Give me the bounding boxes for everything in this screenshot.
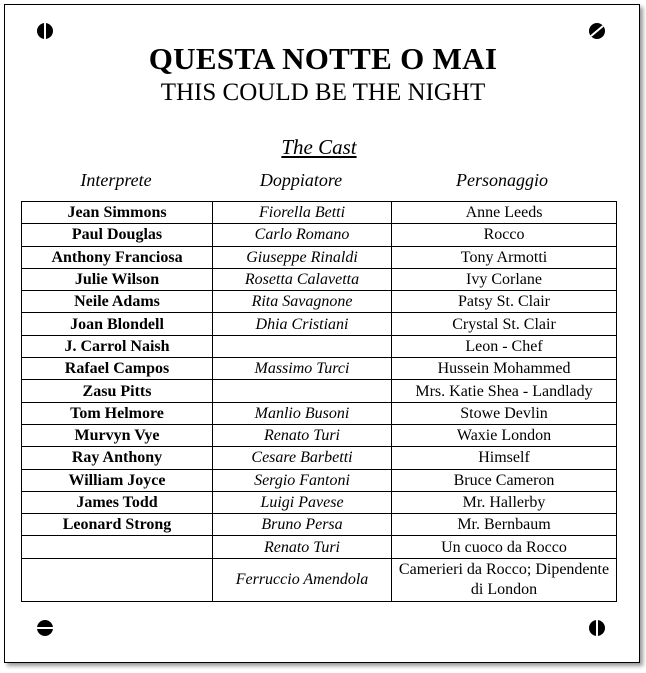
page-title: QUESTA NOTTE O MAI [148, 41, 498, 76]
actor-cell: Zasu Pitts [22, 380, 213, 402]
actor-cell: Ray Anthony [22, 447, 213, 469]
dubber-cell: Renato Turi [213, 424, 392, 446]
section-title: The Cast [281, 135, 357, 159]
actor-cell: William Joyce [22, 469, 213, 491]
table-row [22, 402, 617, 424]
dubber-cell: Rita Savagnone [213, 291, 392, 313]
actor-cell: Paul Douglas [22, 224, 213, 246]
dubber-cell [213, 335, 392, 357]
actor-cell [22, 536, 213, 558]
dubber-cell: Carlo Romano [213, 224, 392, 246]
actor-cell: J. Carrol Naish [22, 335, 213, 357]
dubber-cell: Cesare Barbetti [213, 447, 392, 469]
dubber-cell: Sergio Fantoni [213, 469, 392, 491]
actor-cell: Jean Simmons [22, 202, 213, 224]
screw-icon [37, 620, 53, 636]
character-cell: Un cuoco da Rocco [392, 536, 617, 558]
character-cell: Mrs. Katie Shea - Landlady [392, 380, 617, 402]
actor-cell: Anthony Franciosa [22, 246, 213, 268]
table-row [22, 313, 617, 335]
character-cell: Patsy St. Clair [392, 291, 617, 313]
dubber-cell: Renato Turi [213, 536, 392, 558]
dubber-cell: Manlio Busoni [213, 402, 392, 424]
dubber-cell: Dhia Cristiani [213, 313, 392, 335]
character-cell: Waxie London [392, 424, 617, 446]
dubber-cell: Fiorella Betti [213, 202, 392, 224]
table-row [22, 335, 617, 357]
table-row [22, 380, 617, 402]
character-cell: Ivy Corlane [392, 268, 617, 290]
table-row [22, 514, 617, 536]
screw-icon [37, 23, 53, 39]
dubber-cell: Giuseppe Rinaldi [213, 246, 392, 268]
column-header-doppiatore: Doppiatore [259, 170, 343, 190]
table-row [22, 358, 617, 380]
dubber-cell: Luigi Pavese [213, 491, 392, 513]
table-row [22, 224, 617, 246]
cast-plaque [4, 4, 640, 663]
table-row [22, 536, 617, 558]
character-cell: Hussein Mohammed [392, 358, 617, 380]
dubber-cell [213, 380, 392, 402]
table-row [22, 558, 617, 601]
actor-cell: Neile Adams [22, 291, 213, 313]
character-cell: Crystal St. Clair [392, 313, 617, 335]
character-cell: Camerieri da Rocco; Dipendente di London [392, 558, 617, 601]
character-cell: Mr. Hallerby [392, 491, 617, 513]
screw-icon [589, 23, 605, 39]
page-subtitle: THIS COULD BE THE NIGHT [160, 79, 486, 106]
table-row [22, 291, 617, 313]
actor-cell: Rafael Campos [22, 358, 213, 380]
table-row [22, 469, 617, 491]
character-cell: Himself [392, 447, 617, 469]
character-cell: Mr. Bernbaum [392, 514, 617, 536]
column-header-personaggio: Personaggio [456, 170, 548, 190]
cast-table [21, 201, 617, 602]
character-cell: Stowe Devlin [392, 402, 617, 424]
dubber-cell: Rosetta Calavetta [213, 268, 392, 290]
table-row [22, 424, 617, 446]
table-row [22, 447, 617, 469]
dubber-cell: Bruno Persa [213, 514, 392, 536]
actor-cell: Julie Wilson [22, 268, 213, 290]
actor-cell [22, 558, 213, 601]
dubber-cell: Ferruccio Amendola [213, 558, 392, 601]
table-row [22, 202, 617, 224]
actor-cell: James Todd [22, 491, 213, 513]
actor-cell: Tom Helmore [22, 402, 213, 424]
actor-cell: Joan Blondell [22, 313, 213, 335]
column-header-interprete: Interprete [80, 170, 152, 190]
table-row [22, 268, 617, 290]
character-cell: Anne Leeds [392, 202, 617, 224]
actor-cell: Murvyn Vye [22, 424, 213, 446]
dubber-cell: Massimo Turci [213, 358, 392, 380]
screw-icon [589, 620, 605, 636]
table-row [22, 246, 617, 268]
character-cell: Tony Armotti [392, 246, 617, 268]
table-row [22, 491, 617, 513]
character-cell: Rocco [392, 224, 617, 246]
character-cell: Bruce Cameron [392, 469, 617, 491]
character-cell: Leon - Chef [392, 335, 617, 357]
actor-cell: Leonard Strong [22, 514, 213, 536]
